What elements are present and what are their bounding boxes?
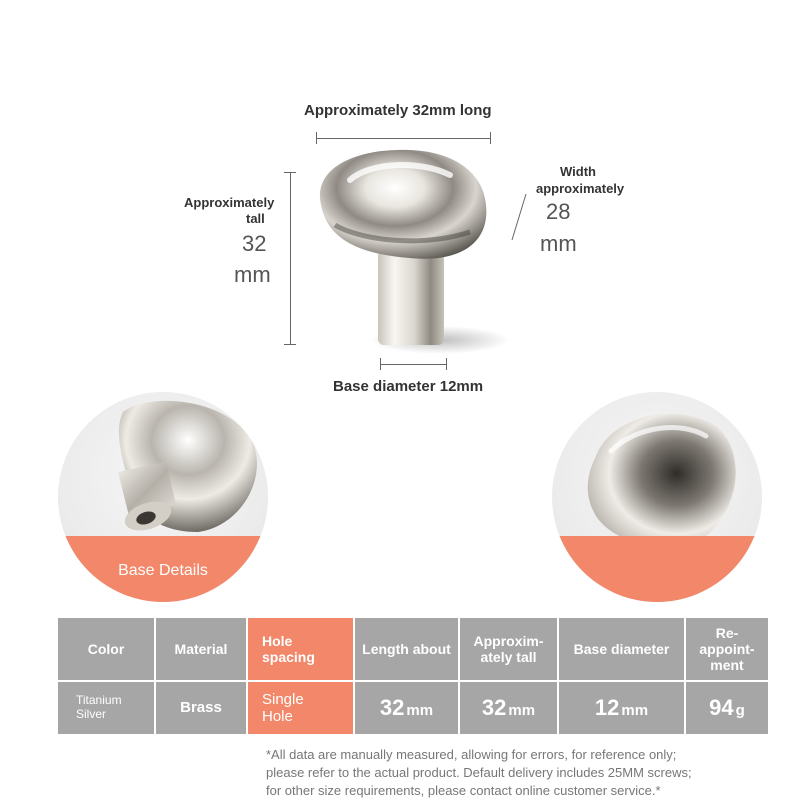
disclaimer-line3: for other size requirements, please contact online customer service.*	[266, 783, 661, 798]
value-base	[559, 682, 684, 734]
top-detail-band	[552, 536, 762, 602]
value-base-unit: mm	[621, 702, 649, 720]
value-length	[355, 682, 458, 734]
value-length-unit: mm	[406, 702, 434, 720]
value-color	[58, 682, 154, 734]
header-weight-line2: ment	[710, 657, 744, 674]
header-hole-spacing-line1: Hole	[262, 632, 293, 649]
width-dimension-line	[508, 190, 532, 246]
tall-dimension-line	[290, 172, 291, 344]
top-detail-circle	[552, 392, 762, 602]
value-color-line1: Titanium	[76, 693, 122, 708]
value-length-number: 32	[379, 695, 405, 721]
tall-value: 32	[242, 231, 267, 256]
length-dimension-line	[316, 138, 490, 139]
value-weight-number: 94	[709, 695, 734, 721]
length-label: Approximately 32mm long	[304, 102, 492, 119]
value-material: Brass	[156, 682, 246, 734]
knob-top-detail-image	[566, 396, 752, 556]
value-tall-number: 32	[481, 695, 507, 721]
tall-dimension-tick-bottom	[284, 344, 296, 345]
base-dimension-tick-left	[380, 358, 381, 370]
header-base-diameter: Base diameter	[559, 618, 684, 680]
width-unit: mm	[540, 231, 577, 256]
base-dimension-tick-right	[446, 358, 447, 370]
base-dimension-line	[380, 364, 446, 365]
value-tall-unit: mm	[508, 702, 536, 720]
knob-base-detail-image	[88, 392, 268, 542]
width-label-line1: Width	[560, 164, 596, 179]
base-details-circle	[58, 392, 268, 602]
header-length: Length about	[355, 618, 458, 680]
value-weight	[686, 682, 768, 734]
header-hole-spacing	[248, 618, 353, 680]
spec-header-row	[58, 618, 768, 680]
value-color-line2: Silver	[76, 707, 107, 721]
value-base-number: 12	[594, 695, 620, 721]
value-hole	[248, 682, 353, 734]
header-weight-line1: Re-appoint-	[699, 624, 755, 657]
header-tall-line2: ately tall	[480, 649, 537, 665]
knob-main-image	[290, 140, 520, 370]
disclaimer-line2: please refer to the actual product. Default delivery includes 25MM screws;	[266, 765, 692, 780]
header-weight	[686, 618, 768, 680]
width-label-line2: approximately	[536, 181, 625, 196]
base-label: Base diameter 12mm	[333, 378, 484, 395]
base-details-label: Base Details	[118, 562, 208, 579]
header-tall	[460, 618, 557, 680]
length-dimension-tick-left	[316, 132, 317, 144]
value-weight-unit: g	[735, 702, 745, 720]
value-hole-line2: Hole	[262, 708, 293, 725]
disclaimer-note	[266, 746, 786, 800]
tall-label-line2: tall	[246, 211, 265, 226]
header-material: Material	[156, 618, 246, 680]
tall-label-line1: Approximately	[184, 195, 275, 210]
header-hole-spacing-line2: spacing	[262, 649, 315, 665]
length-dimension-tick-right	[490, 132, 491, 144]
value-tall	[460, 682, 557, 734]
header-tall-line1: Approxim-	[473, 632, 544, 649]
spec-table	[56, 616, 770, 736]
disclaimer-line1: *All data are manually measured, allowing for errors, for reference only;	[266, 747, 677, 762]
header-color: Color	[58, 618, 154, 680]
tall-unit: mm	[234, 262, 271, 287]
value-hole-line1: Single	[262, 690, 304, 708]
width-value: 28	[546, 199, 571, 224]
spec-value-row	[58, 682, 768, 734]
tall-dimension-tick-top	[284, 172, 296, 173]
